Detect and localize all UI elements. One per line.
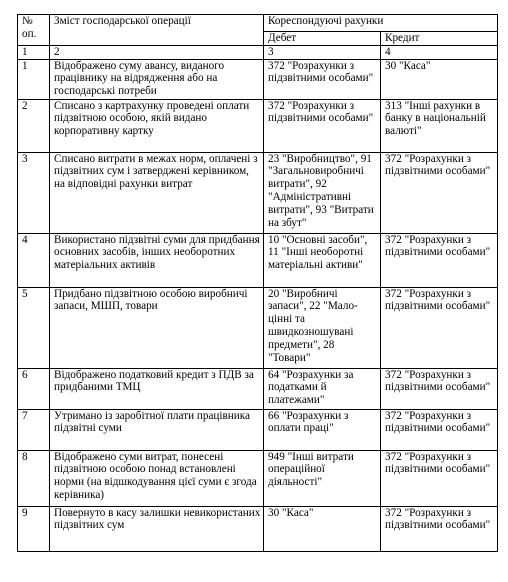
debit-cell: 949 "Інші витрати операційної діяльності" [264, 450, 381, 506]
accounting-entries-table [17, 14, 498, 552]
credit-cell: 372 "Розрахунки з підзвітними особами" [381, 152, 498, 233]
credit-cell: 30 "Каса" [381, 59, 498, 99]
operation-cell: Придбано підзвітною особою виробничі запаси, МШП, товари [50, 287, 264, 368]
row-number-cell: 3 [18, 152, 50, 233]
header-accounts-cell: Кореспондуючі рахунки [264, 15, 498, 32]
credit-cell: 313 "Інші рахунки в банку в національній валюті" [381, 99, 498, 152]
table-row [18, 152, 498, 233]
row-number-cell: 4 [18, 233, 50, 287]
table-row [18, 368, 498, 409]
table-row [18, 409, 498, 450]
credit-cell: 372 "Розрахунки з підзвітними особами" [381, 506, 498, 551]
header-credit-cell: Кредит [381, 32, 498, 46]
row-number-cell: 9 [18, 506, 50, 551]
operation-cell: Списано з картрахунку проведені оплати підзвітною особою, якій видано корпоративну картку [50, 99, 264, 152]
column-number-cell: 2 [50, 45, 264, 59]
header-num-cell: № оп. [18, 15, 50, 46]
table-row [18, 233, 498, 287]
row-number-cell: 2 [18, 99, 50, 152]
debit-cell: 64 "Розрахунки за податками й платежами" [264, 368, 381, 409]
row-number-cell: 6 [18, 368, 50, 409]
header-operation-cell: Зміст господарської операції [50, 15, 264, 46]
header-row [18, 15, 498, 32]
credit-cell: 372 "Розрахунки з підзвітними особами" [381, 368, 498, 409]
column-number-row [18, 45, 498, 59]
table-row [18, 506, 498, 551]
operation-cell: Відображено суми витрат, понесені підзвітною особою понад встановлені норми (на відшкодування цієї суми є згода керівника) [50, 450, 264, 506]
table-row [18, 450, 498, 506]
operation-cell: Відображено податковий кредит з ПДВ за придбаними ТМЦ [50, 368, 264, 409]
operation-cell: Утримано із заробітної плати працівника підзвітні суми [50, 409, 264, 450]
header-debit-cell: Дебет [264, 32, 381, 46]
debit-cell: 23 "Виробництво", 91 "Загальновиробничі витрати", 92 "Адміністративні витрати", 93 "Витрати на збут" [264, 152, 381, 233]
debit-cell: 30 "Каса" [264, 506, 381, 551]
operation-cell: Використано підзвітні суми для придбання основних засобів, інших необоротних матеріальних активів [50, 233, 264, 287]
row-number-cell: 7 [18, 409, 50, 450]
row-number-cell: 8 [18, 450, 50, 506]
operation-cell: Повернуто в касу залишки невикористаних підзвітних сум [50, 506, 264, 551]
column-number-cell: 1 [18, 45, 50, 59]
debit-cell: 66 "Розрахунки з оплати праці" [264, 409, 381, 450]
credit-cell: 372 "Розрахунки з підзвітними особами" [381, 287, 498, 368]
row-number-cell: 5 [18, 287, 50, 368]
table-row [18, 99, 498, 152]
debit-cell: 20 "Виробничі запаси", 22 "Малоцінні та швидкозношувані предмети", 28 "Товари" [264, 287, 381, 368]
debit-cell: 10 "Основні засоби", 11 "Інші необоротні матеріальні активи" [264, 233, 381, 287]
debit-cell: 372 "Розрахунки з підзвітними особами" [264, 99, 381, 152]
table-row [18, 59, 498, 99]
credit-cell: 372 "Розрахунки з підзвітними особами" [381, 450, 498, 506]
accounting-table-sheet [17, 14, 497, 574]
debit-cell: 372 "Розрахунки з підзвітними особами" [264, 59, 381, 99]
row-number-cell: 1 [18, 59, 50, 99]
column-number-cell: 3 [264, 45, 381, 59]
operation-cell: Списано витрати в межах норм, оплачені з підзвітних сум і затверджені керівником, на відповідні рахунки витрат [50, 152, 264, 233]
column-number-cell: 4 [381, 45, 498, 59]
table-row [18, 287, 498, 368]
credit-cell: 372 "Розрахунки з підзвітними особами" [381, 233, 498, 287]
operation-cell: Відображено суму авансу, виданого працівнику на відрядження або на господарські потреби [50, 59, 264, 99]
credit-cell: 372 "Розрахунки з підзвітними особами" [381, 409, 498, 450]
